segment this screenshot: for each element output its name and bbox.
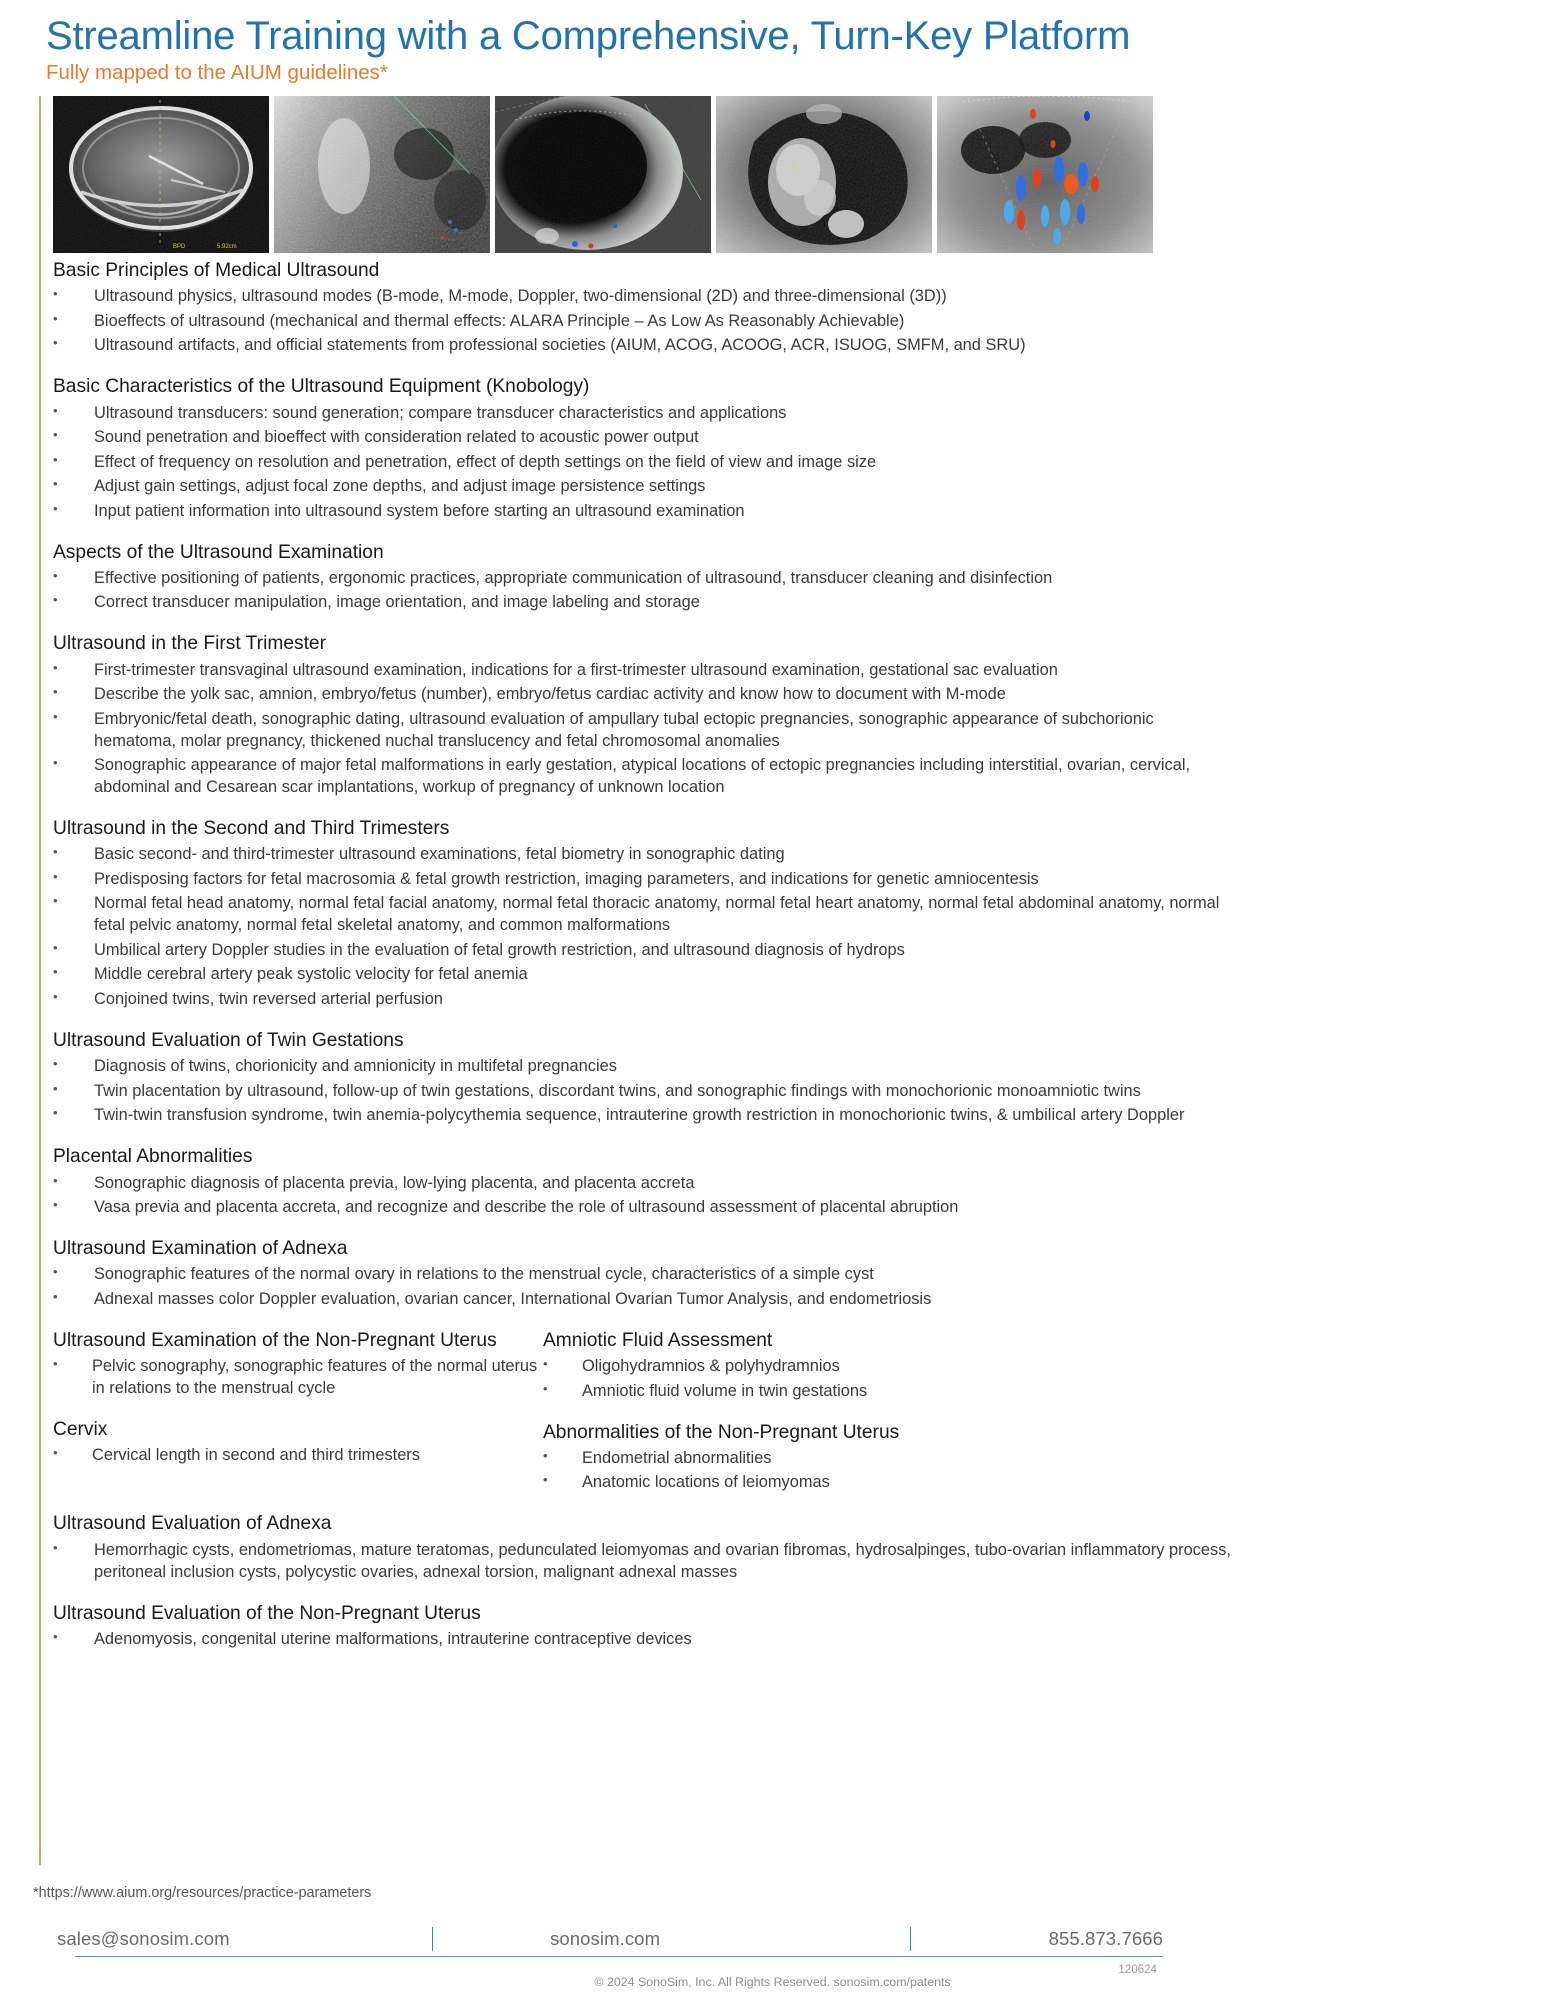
bullet-list xyxy=(53,844,1233,1010)
bullet-item: • Sonographic diagnosis of placenta previa, low-lying placenta, and placenta accreta xyxy=(53,1173,1233,1195)
bullet-item: • Sonographic appearance of major fetal malformations in early gestation, atypical locations of ectopic pregnancies including interstitial, ovarian, cervical, abdominal and Cesarean scar implantations, workup of pregnancy of unknown location xyxy=(53,755,1233,799)
bullet-item: • Vasa previa and placenta accreta, and recognize and describe the role of ultrasound assessment of placental abruption xyxy=(53,1197,1233,1219)
section-heading: Ultrasound Evaluation of Adnexa xyxy=(53,1513,332,1535)
section-main-7 xyxy=(53,1236,1233,1311)
section-left-0 xyxy=(53,1328,543,1400)
section-main-2 xyxy=(53,540,1233,615)
section-main-6 xyxy=(53,1144,1233,1219)
bullet-item: • Middle cerebral artery peak systolic velocity for fetal anemia xyxy=(53,964,1233,986)
section-right-0 xyxy=(543,1328,1233,1403)
bullet-item: • Bioeffects of ultrasound (mechanical and thermal effects: ALARA Principle – As Low As Reasonably Achievable) xyxy=(53,311,1233,333)
bullet-list xyxy=(53,568,1233,614)
bullet-item: • Endometrial abnormalities xyxy=(543,1448,1233,1470)
bullet-item: • Sonographic features of the normal ovary in relations to the menstrual cycle, characteristics of a simple cyst xyxy=(53,1264,1233,1286)
two-column-left xyxy=(53,1328,543,1512)
bullet-item: • Conjoined twins, twin reversed arterial perfusion xyxy=(53,989,1233,1011)
bullet-item: • Twin placentation by ultrasound, follow-up of twin gestations, discordant twins, and sonographic findings with monochorionic monoamniotic twins xyxy=(53,1081,1233,1103)
bullet-item: • Oligohydramnios & polyhydramnios xyxy=(543,1356,1233,1378)
bullet-list xyxy=(53,1445,543,1467)
bullet-list xyxy=(53,1540,1233,1584)
page-title: Streamline Training with a Comprehensive, Turn-Key Platform xyxy=(46,14,1131,58)
gestational-sac-color-doppler-ultrasound-image xyxy=(495,96,711,253)
section-heading: Ultrasound Evaluation of Twin Gestations xyxy=(53,1029,404,1051)
bullet-item: • Sound penetration and bioeffect with consideration related to acoustic power output xyxy=(53,427,1233,449)
bullet-item: • Describe the yolk sac, amnion, embryo/fetus (number), embryo/fetus cardiac activity and know how to document with M-mode xyxy=(53,684,1233,706)
bullet-list xyxy=(53,286,1233,357)
section-main-5 xyxy=(53,1028,1233,1127)
section-heading: Ultrasound Examination of Adnexa xyxy=(53,1237,348,1259)
footer-website[interactable]: sonosim.com xyxy=(550,1928,661,1949)
aium-footnote: *https://www.aium.org/resources/practice-parameters xyxy=(33,1885,372,1901)
transvaginal-grayscale-ultrasound-image xyxy=(274,96,490,253)
section-heading: Abnormalities of the Non-Pregnant Uterus xyxy=(543,1421,900,1443)
section-heading: Aspects of the Ultrasound Examination xyxy=(53,541,384,563)
left-vertical-rule xyxy=(39,96,41,1865)
bullet-item: • Effective positioning of patients, ergonomic practices, appropriate communication of ultrasound, transducer cleaning and disinfection xyxy=(53,568,1233,590)
section-heading: Amniotic Fluid Assessment xyxy=(543,1329,773,1351)
bullet-item: • Input patient information into ultrasound system before starting an ultrasound examination xyxy=(53,501,1233,523)
bullet-item: • Diagnosis of twins, chorionicity and amnionicity in multifetal pregnancies xyxy=(53,1056,1233,1078)
adnexal-color-doppler-ultrasound-image xyxy=(937,96,1153,253)
section-heading: Basic Principles of Medical Ultrasound xyxy=(53,260,380,281)
section-main-0 xyxy=(53,258,1233,357)
sections-root xyxy=(53,258,1233,1311)
footer-phone[interactable]: 855.873.7666 xyxy=(1048,1928,1163,1949)
footer-rule xyxy=(75,1956,1163,1957)
svg-text:+: + xyxy=(792,163,797,172)
bullet-item: • Ultrasound transducers: sound generation; compare transducer characteristics and applications xyxy=(53,403,1233,425)
first-trimester-embryo-ultrasound-image xyxy=(716,96,932,253)
section-main-3 xyxy=(53,631,1233,799)
bullet-item: • Cervical length in second and third trimesters xyxy=(53,1445,543,1467)
svg-text:BPD: BPD xyxy=(173,244,186,250)
bullet-item: • Twin-twin transfusion syndrome, twin anemia-polycythemia sequence, intrauterine growth restriction in monochorionic twins, & umbilical artery Doppler xyxy=(53,1105,1233,1127)
two-column-right xyxy=(543,1328,1233,1512)
section-heading: Placental Abnormalities xyxy=(53,1146,253,1168)
section-heading: Basic Characteristics of the Ultrasound Equipment (Knobology) xyxy=(53,376,590,398)
bullet-item: • Basic second- and third-trimester ultrasound examinations, fetal biometry in sonographic dating xyxy=(53,844,1233,866)
bullet-item: • Predisposing factors for fetal macrosomia & fetal growth restriction, imaging parameters, and indications for genetic amniocentesis xyxy=(53,869,1233,891)
footer-divider-2 xyxy=(910,1927,911,1951)
footer-divider-1 xyxy=(432,1927,433,1951)
contact-footer xyxy=(53,1922,1163,1968)
svg-text:5.92cm: 5.92cm xyxy=(217,244,237,250)
tail-sections-root xyxy=(53,1511,1233,1651)
two-column-block xyxy=(53,1328,1233,1512)
bullet-item: • Ultrasound physics, ultrasound modes (B-mode, M-mode, Doppler, two-dimensional (2D) and three-dimensional (3D)) xyxy=(53,286,1233,308)
section-tail-0 xyxy=(53,1511,1233,1583)
bullet-list xyxy=(53,403,1233,523)
page-subtitle: Fully mapped to the AIUM guidelines* xyxy=(46,60,388,84)
bullet-item: • Embryonic/fetal death, sonographic dating, ultrasound evaluation of ampullary tubal ectopic pregnancies, sonographic appearance of subchorionic hematoma, molar pregnancy, thickened nuchal translucency and fetal chromosomal anomalies xyxy=(53,709,1233,753)
section-heading: Ultrasound in the Second and Third Trimesters xyxy=(53,818,450,840)
bullet-item: • First-trimester transvaginal ultrasound examination, indications for a first-trimester ultrasound examination, gestational sac evaluation xyxy=(53,660,1233,682)
bullet-list xyxy=(53,1056,1233,1127)
section-heading: Cervix xyxy=(53,1419,108,1441)
bullet-list xyxy=(53,660,1233,799)
section-tail-1 xyxy=(53,1601,1233,1651)
section-heading: Ultrasound Evaluation of the Non-Pregnant Uterus xyxy=(53,1602,481,1624)
ultrasound-image-strip xyxy=(53,96,1157,253)
bullet-item: • Amniotic fluid volume in twin gestations xyxy=(543,1381,1233,1403)
document-number: 120624 xyxy=(1118,1963,1157,1976)
bullet-list xyxy=(53,1629,1233,1651)
section-main-4 xyxy=(53,816,1233,1011)
section-main-1 xyxy=(53,374,1233,522)
bullet-item: • Anatomic locations of leiomyomas xyxy=(543,1472,1233,1494)
bullet-item: • Ultrasound artifacts, and official statements from professional societies (AIUM, ACOG, ACOOG, ACR, ISUOG, SMFM, and SRU) xyxy=(53,335,1233,357)
section-heading: Ultrasound Examination of the Non-Pregnant Uterus xyxy=(53,1329,497,1351)
curriculum-content xyxy=(53,258,1233,1668)
bullet-item: • Pelvic sonography, sonographic features of the normal uterus in relations to the menstrual cycle xyxy=(53,1356,543,1400)
page-header xyxy=(0,0,1545,85)
bullet-list xyxy=(53,1264,1233,1310)
bullet-item: • Effect of frequency on resolution and penetration, effect of depth settings on the field of view and image size xyxy=(53,452,1233,474)
copyright-text: © 2024 SonoSim, Inc. All Rights Reserved. sonosim.com/patents xyxy=(594,1975,951,1989)
bullet-list xyxy=(543,1448,1233,1494)
bullet-list xyxy=(53,1356,543,1400)
section-right-1 xyxy=(543,1420,1233,1495)
section-left-1 xyxy=(53,1417,543,1467)
fetal-head-biometry-ultrasound-image xyxy=(53,96,269,253)
bullet-item: • Adnexal masses color Doppler evaluation, ovarian cancer, International Ovarian Tumor Analysis, and endometriosis xyxy=(53,1289,1233,1311)
footer-email[interactable]: sales@sonosim.com xyxy=(57,1928,230,1949)
bullet-list xyxy=(53,1173,1233,1219)
bullet-item: • Umbilical artery Doppler studies in the evaluation of fetal growth restriction, and ultrasound diagnosis of hydrops xyxy=(53,940,1233,962)
bullet-item: • Hemorrhagic cysts, endometriomas, mature teratomas, pedunculated leiomyomas and ovarian fibromas, hydrosalpinges, tubo-ovarian inflammatory process, peritoneal inclusion cysts, polycystic ovaries, adnexal torsion, malignant adnexal masses xyxy=(53,1540,1233,1584)
bullet-list xyxy=(543,1356,1233,1402)
bullet-item: • Correct transducer manipulation, image orientation, and image labeling and storage xyxy=(53,592,1233,614)
bullet-item: • Adenomyosis, congenital uterine malformations, intrauterine contraceptive devices xyxy=(53,1629,1233,1651)
bullet-item: • Adjust gain settings, adjust focal zone depths, and adjust image persistence settings xyxy=(53,476,1233,498)
bullet-item: • Normal fetal head anatomy, normal fetal facial anatomy, normal fetal thoracic anatomy, normal fetal heart anatomy, normal fetal abdominal anatomy, normal fetal pelvic anatomy, normal fetal skeletal anatomy, and common malformations xyxy=(53,893,1233,937)
section-heading: Ultrasound in the First Trimester xyxy=(53,633,326,655)
